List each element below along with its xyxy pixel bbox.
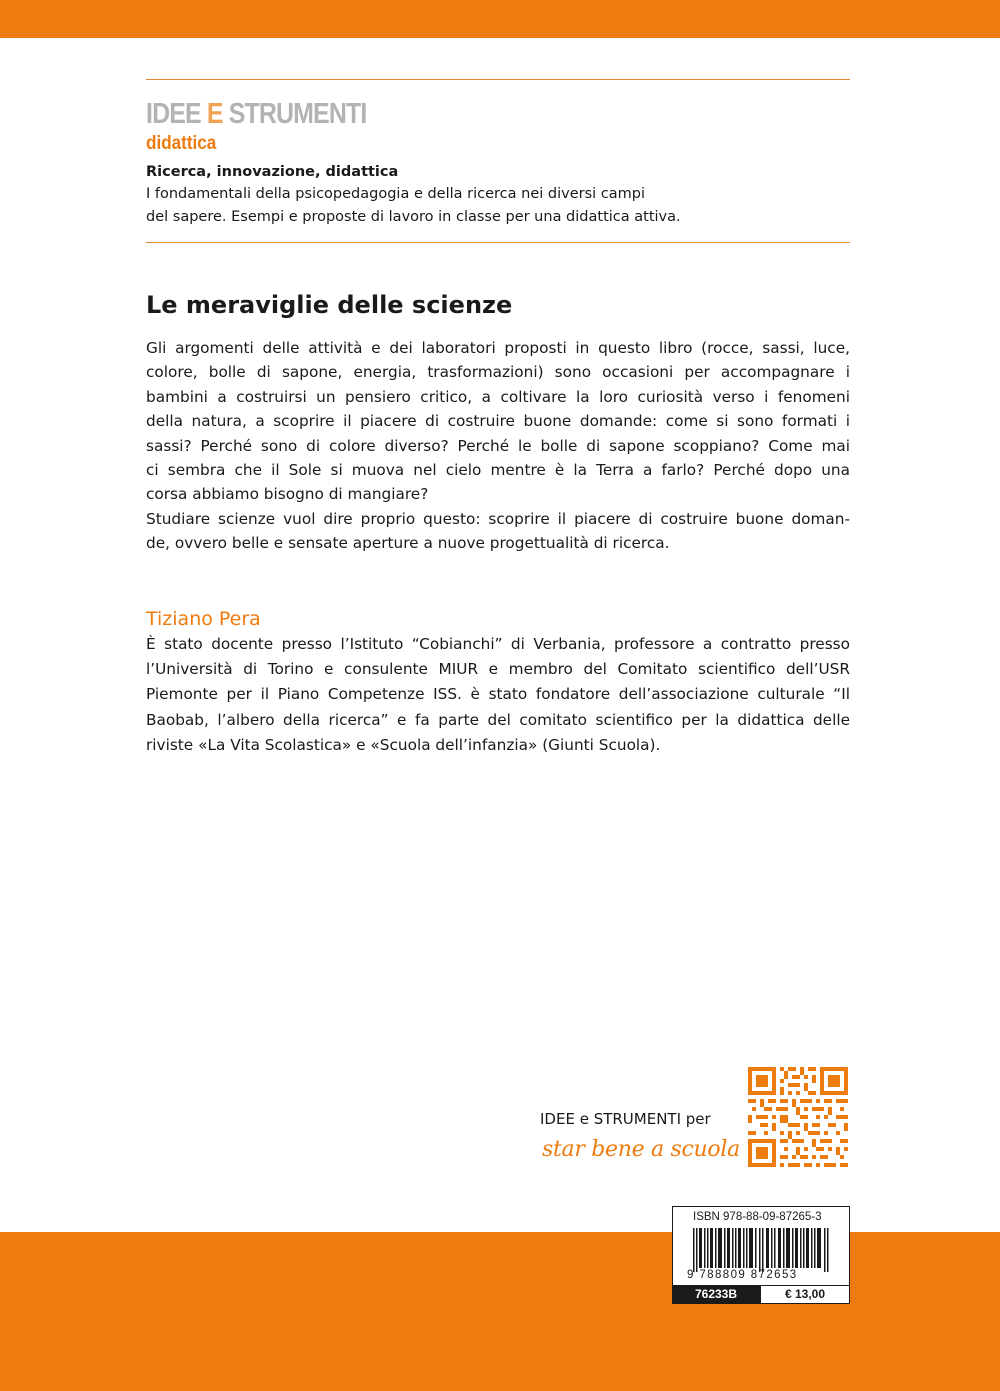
promo-per: per xyxy=(681,1110,711,1128)
blurb-line: colore, bolle di sapone, energia, trasformazioni) sono occasioni per accompagnare i xyxy=(146,363,850,382)
price-row xyxy=(672,1285,850,1304)
blurb-line: de, ovvero belle e sensate aperture a nuove progettualità di ricerca. xyxy=(146,534,670,553)
series-description xyxy=(146,183,850,229)
book-title: Le meraviglie delle scienze xyxy=(146,291,513,319)
book-blurb xyxy=(146,336,850,556)
promo-e: e xyxy=(574,1110,594,1128)
promo-idee: IDEE xyxy=(540,1110,575,1128)
series-brand-e: E xyxy=(206,98,223,130)
barcode-icon xyxy=(693,1228,829,1272)
promo-strumenti: STRUMENTI xyxy=(593,1110,682,1128)
series-description-line: del sapere. Esempi e proposte di lavoro in classe per una didattica attiva. xyxy=(146,209,681,225)
series-brand xyxy=(146,96,366,132)
top-divider xyxy=(146,79,850,80)
product-code: 76233B xyxy=(672,1285,760,1304)
series-divider xyxy=(146,242,850,243)
qr-code-icon[interactable] xyxy=(748,1067,848,1167)
author-bio xyxy=(146,632,850,758)
price: € 13,00 xyxy=(760,1285,850,1304)
top-orange-band xyxy=(0,0,1000,38)
blurb-line: corsa abbiamo bisogno di mangiare? xyxy=(146,485,429,504)
series-subtitle: didattica xyxy=(146,133,217,154)
series-tagline: Ricerca, innovazione, didattica xyxy=(146,164,399,180)
author-name: Tiziano Pera xyxy=(146,608,261,630)
promo-series-line xyxy=(540,1109,730,1129)
bottom-orange-band xyxy=(0,1232,1000,1391)
series-brand-strumenti: STRUMENTI xyxy=(222,98,367,130)
blurb-line: Gli argomenti delle attività e dei laboratori proposti in questo libro (rocce, sassi, luce, xyxy=(146,339,850,357)
series-description-line: I fondamentali della psicopedagogia e della ricerca nei diversi campi xyxy=(146,186,645,202)
bio-line: È stato docente presso l’Istituto “Cobianchi” di Verbania, professore a contratto presso xyxy=(146,635,850,653)
bio-line: riviste «La Vita Scolastica» e «Scuola dell’infanzia» (Giunti Scuola). xyxy=(146,735,661,754)
blurb-line: della natura, a scoprire il piacere di costruire buone domande: come si sono formati i xyxy=(146,412,850,431)
isbn-label: ISBN 978-88-09-87265-3 xyxy=(693,1211,822,1223)
series-brand-idee: IDEE xyxy=(146,98,207,130)
barcode-digits: 9 788809 872653 xyxy=(687,1269,798,1281)
blurb-line: Studiare scienze vuol dire proprio questo: scoprire il piacere di costruire buone doman- xyxy=(146,509,850,528)
bio-line: l’Università di Torino e consulente MIUR e membro del Comitato scientifico dell’USR xyxy=(146,660,850,679)
isbn-barcode-block xyxy=(672,1206,850,1304)
blurb-line: bambini a costruirsi un pensiero critico, a coltivare la loro curiosità verso i fenomeni xyxy=(146,387,850,406)
blurb-line: ci sembra che il Sole si muova nel cielo mentre è la Terra a farlo? Perché dopo una xyxy=(146,460,850,479)
blurb-line: sassi? Perché sono di colore diverso? Perché le bolle di sapone scoppiano? Come mai xyxy=(146,436,850,455)
bio-line: Piemonte per il Piano Competenze ISS. è stato fondatore dell’associazione culturale “Il xyxy=(146,685,850,704)
bio-line: Baobab, l’albero della ricerca” e fa parte del comitato scientifico per la didattica delle xyxy=(146,710,850,729)
promo-tagline: star bene a scuola xyxy=(542,1137,740,1162)
